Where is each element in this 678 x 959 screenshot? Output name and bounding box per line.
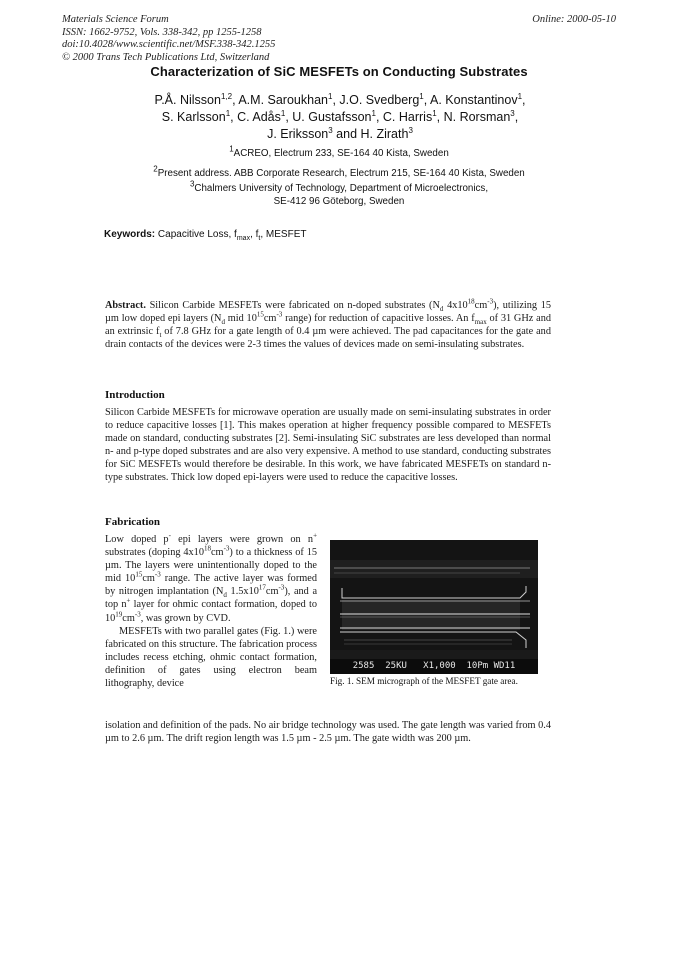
sem-image	[330, 540, 538, 674]
affiliation-1: $^1$ACREO, Electrum 233, SE-164 40 Kista, Sweden	[229, 144, 449, 159]
author: A.M. Saroukhan$^1$,	[238, 91, 340, 107]
author: N. Rorsman$^3$,	[443, 108, 519, 124]
keywords: Keywords: Capacitive Loss, $f_{max}$, $f_t$, MESFET	[104, 229, 307, 242]
journal-meta	[62, 14, 275, 64]
author: P.Å. Nilsson$^{1,2}$,	[154, 91, 239, 107]
fabrication-text-full: isolation and definition of the pads. No air bridge technology was used. The gate length was varied from 0.4 µm to 2.6 µm. The drift region length was 1.5 µm - 2.5 µm. The gate width was 200 µm.	[105, 720, 551, 745]
author: A. Konstantinov$^1$,	[430, 91, 526, 107]
author: S. Karlsson$^1$,	[161, 108, 238, 124]
paper-title: Characterization of SiC MESFETs on Conducting Substrates	[150, 64, 528, 79]
introduction-heading: Introduction	[105, 389, 165, 401]
affiliation-2: $^2$Present address. ABB Corporate Research, Electrum 215, SE-164 40 Kista, Sweden	[153, 164, 525, 179]
online-date: Online: 2000-05-10	[532, 14, 616, 25]
issn-line: ISSN: 1662-9752, Vols. 338-342, pp 1255-1258	[62, 26, 262, 38]
sem-info-bar: 2585 25KU X1,000 10Pm WD11	[330, 659, 538, 674]
author: J.O. Svedberg$^1$,	[339, 91, 431, 107]
abstract-label: Abstract.	[105, 300, 146, 311]
author: C. Adås$^1$,	[237, 108, 293, 124]
introduction-text: Silicon Carbide MESFETs for microwave operation are usually made on semi-insulating substrates in order to reduce capacitive losses [1]. This makes operation at higher frequency possible compared to MESFETs made on standard, conducting substrates [2]. Semi-insulating SiC substrates are less developed than normal n- and p-type doped substrates and are also very expensive. A method to use standard, conducting substrates for SiC MESFETs would therefore be desirable. In this work, we have fabricated MESFETs on standard n-type substrates. Thick low doped epi-layers were used to reduce the capacitive losses.	[105, 407, 551, 484]
keywords-label: Keywords:	[104, 229, 156, 240]
copyright-line: © 2000 Trans Tech Publications Ltd, Switzerland	[62, 51, 270, 63]
author-list	[90, 92, 590, 143]
affiliation-3: $^3$Chalmers University of Technology, Department of Microelectronics, SE-412 96 Göteborg, Sweden	[189, 179, 489, 207]
author: U. Gustafsson$^1$,	[292, 108, 383, 124]
author: H. Zirath$^3$	[360, 125, 413, 141]
abstract: Abstract. Silicon Carbide MESFETs were fabricated on n-doped substrates ($N_d$ $4x10^{18}cm^{-3}$), utilizing 15 µm low doped epi layers ($N_d$ mid $10^{15}cm^{-3}$ range) for reduction of capacitive losses. An $f_{max}$ of 31 GHz and an extrinsic $f_t$ of 7.8 GHz for a gate length of 0.4 µm were achieved. The pad capacitances for the gate and drain contacts of the devices were 2-3 times the values of devices made on semi-insulating substrates.	[105, 297, 552, 351]
author: C. Harris$^1$,	[382, 108, 444, 124]
fabrication-text: Low doped p- epi layers were grown on n+ substrates (doping $4x10^{18}cm^{-3}$) to a thickness of 15 µm. The layers were unintentionally doped to the mid $10^{15}cm^{-3}$ range. The active layer was formed by nitrogen implantation ($N_d$ $1.5x10^{17}cm^{-3}$), and a top n+ layer for ohmic contact formation, doped to $10^{19}cm^{-3}$, was grown by CVD. MESFETs with two parallel gates (Fig. 1.) were fabricated on this structure. The fabrication process includes recess etching, ohmic contact formation, definition of gates using electron beam lithography, device	[105, 531, 318, 690]
figure-caption: Fig. 1. SEM micrograph of the MESFET gate area.	[330, 676, 518, 686]
journal-name: Materials Science Forum	[62, 14, 169, 25]
sem-micrograph	[330, 540, 538, 674]
author: J. Eriksson$^3$ and	[267, 125, 361, 141]
fabrication-para2: MESFETs with two parallel gates (Fig. 1.) were fabricated on this structure. The fabrication process includes recess etching, ohmic contact formation, definition of gates using electron beam lithography, device	[105, 625, 317, 690]
doi-line[interactable]: doi:10.4028/www.scientific.net/MSF.338-342.1255	[62, 39, 276, 50]
fabrication-heading: Fabrication	[105, 516, 160, 528]
